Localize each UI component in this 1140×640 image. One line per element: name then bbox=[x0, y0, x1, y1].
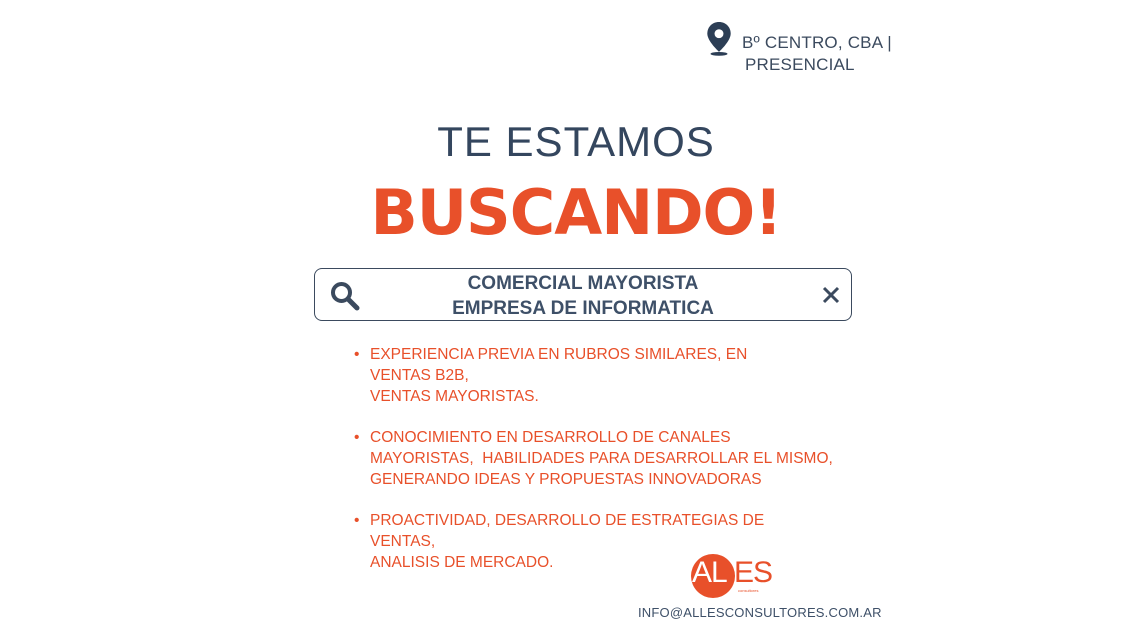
requirement-item bbox=[352, 427, 833, 490]
logo-letters-in-circle: AL bbox=[692, 556, 727, 589]
requirement-item bbox=[352, 344, 812, 407]
requirement-line: CONOCIMIENTO EN DESARROLLO DE CANALES bbox=[370, 429, 731, 446]
job-title-line1: COMERCIAL MAYORISTA bbox=[467, 273, 699, 294]
requirement-line: MAYORISTAS, HABILIDADES PARA DESARROLLAR EL MISMO, bbox=[370, 450, 833, 467]
headline-top: TE ESTAMOS bbox=[437, 118, 715, 165]
close-icon bbox=[821, 285, 841, 305]
requirement-line: ANALISIS DE MERCADO. bbox=[370, 554, 554, 571]
job-title-line2: EMPRESA DE INFORMATICA bbox=[452, 298, 714, 319]
contact-email: INFO@ALLESCONSULTORES.COM.AR bbox=[638, 605, 882, 620]
requirement-line: GENERANDO IDEAS Y PROPUESTAS INNOVADORAS bbox=[370, 471, 762, 488]
logo-letters-outside: ES bbox=[734, 556, 773, 589]
location-text bbox=[742, 32, 892, 76]
requirement-line: EXPERIENCIA PREVIA EN RUBROS SIMILARES, EN VENTAS B2B, bbox=[370, 346, 748, 384]
location-block bbox=[706, 22, 892, 76]
location-line2: PRESENCIAL bbox=[745, 55, 855, 74]
job-search-box bbox=[314, 268, 852, 321]
logo-subtext: consultores bbox=[738, 588, 759, 593]
bullet: • bbox=[354, 346, 360, 363]
bullet: • bbox=[354, 512, 360, 529]
headline-bottom: BUSCANDO! bbox=[370, 176, 782, 249]
requirement-line: VENTAS MAYORISTAS. bbox=[370, 388, 539, 405]
requirement-line: PROACTIVIDAD, DESARROLLO DE ESTRATEGIAS DE VENTAS, bbox=[370, 512, 765, 550]
location-line1: Bº CENTRO, CBA | bbox=[742, 33, 892, 52]
location-pin-icon bbox=[706, 22, 732, 56]
company-logo bbox=[690, 552, 780, 602]
bullet: • bbox=[354, 429, 360, 446]
job-title bbox=[355, 271, 811, 321]
